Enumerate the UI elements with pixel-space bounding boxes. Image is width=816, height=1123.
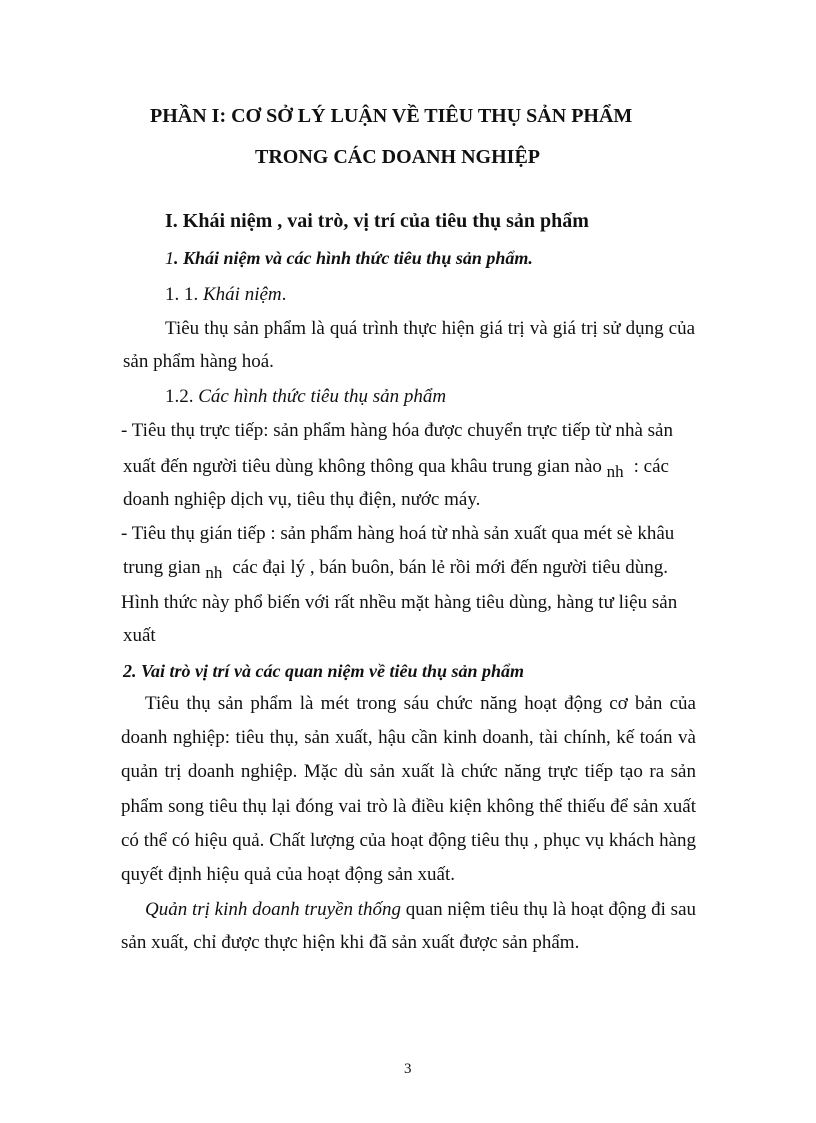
footnote-mark: nh — [606, 462, 624, 481]
item-1-2 — [165, 385, 446, 409]
subsection-1-number: 1 — [165, 248, 174, 268]
item-1-2-number: 1.2. — [165, 386, 194, 407]
bullet-line: trung gian nh các đại lý , bán buôn, bán lẻ rồi mới đến người tiêu dùng. — [123, 557, 668, 582]
paragraph-line: Hình thức này phổ biến với rất nhều mặt hàng tiêu dùng, hàng tư liệu sản — [121, 592, 678, 613]
paragraph-line: xuất — [123, 625, 156, 646]
subsection-1-heading — [165, 246, 533, 270]
paragraph-line: quyết định hiệu quả của hoạt động sản xuất. — [121, 864, 456, 885]
paragraph-line: có thể có hiệu quả. Chất lượng của hoạt động tiêu thụ , phục vụ khách hàng — [121, 830, 696, 851]
italic-phrase: Quản trị kinh doanh truyền thống — [145, 899, 401, 920]
paragraph-line: doanh nghiệp: tiêu thụ, sản xuất, hậu cần kinh doanh, tài chính, kế toán và — [121, 727, 696, 748]
item-1-2-label: Các hình thức tiêu thụ sản phẩm — [198, 386, 447, 407]
bullet-line: xuất đến người tiêu dùng không thông qua khâu trung gian nào nh : các — [123, 456, 669, 481]
subsection-2-heading: 2. Vai trò vị trí và các quan niệm về tiêu thụ sản phẩm — [123, 661, 525, 681]
section-heading: I. Khái niệm , vai trò, vị trí của tiêu thụ sản phẩm — [165, 210, 589, 232]
paragraph-line: Quản trị kinh doanh truyền thống quan niệm tiêu thụ là hoạt động đi sau — [145, 899, 696, 920]
item-1-1-period: . — [281, 284, 287, 305]
chapter-title-line-1: PHẦN I: CƠ SỞ LÝ LUẬN VỀ TIÊU THỤ SẢN PHẨM — [150, 105, 633, 127]
chapter-title-line-2: TRONG CÁC DOANH NGHIỆP — [255, 146, 541, 168]
paragraph-line: phẩm song tiêu thụ lại đóng vai trò là điều kiện không thể thiếu để sản xuất — [121, 796, 696, 817]
bullet-line: - Tiêu thụ trực tiếp: sản phẩm hàng hóa được chuyển trực tiếp từ nhà sản — [121, 420, 673, 441]
paragraph-line: sản phẩm hàng hoá. — [123, 351, 274, 372]
item-1-1 — [165, 283, 286, 307]
paragraph-line: Tiêu thụ sản phẩm là quá trình thực hiện giá trị và giá trị sử dụng của — [165, 318, 695, 339]
page-number: 3 — [404, 1061, 412, 1077]
paragraph-line: sản xuất, chỉ được thực hiện khi đã sản xuất được sản phẩm. — [121, 932, 580, 953]
paragraph-line: Tiêu thụ sản phẩm là mét trong sáu chức năng hoạt động cơ bản của — [145, 693, 696, 714]
subsection-1-text: . Khái niệm và các hình thức tiêu thụ sản phẩm. — [174, 248, 533, 268]
paragraph-line: quản trị doanh nghiệp. Mặc dù sản xuất là chức năng trực tiếp tạo ra sản — [121, 761, 696, 782]
bullet-line: doanh nghiệp dịch vụ, tiêu thụ điện, nước máy. — [123, 489, 481, 510]
footnote-mark: nh — [205, 563, 223, 582]
bullet-line: - Tiêu thụ gián tiếp : sản phẩm hàng hoá từ nhà sản xuất qua mét sè khâu — [121, 523, 675, 544]
item-1-1-number: 1. 1. — [165, 284, 199, 305]
item-1-1-label: Khái niệm — [203, 284, 282, 305]
